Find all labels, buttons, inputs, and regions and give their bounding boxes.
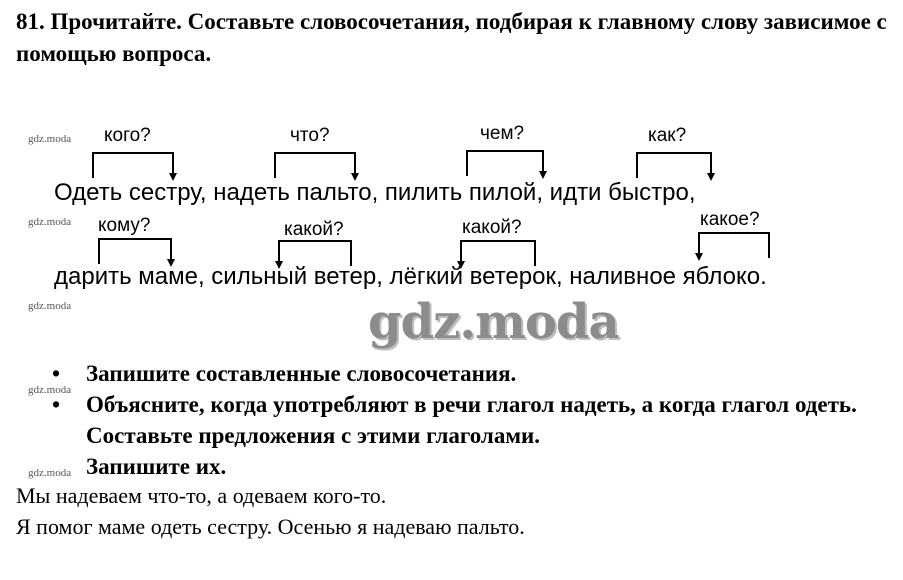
example-line: Одеть сестру, надеть пальто, пилить пилой, идти быстро, <box>54 179 696 206</box>
question-label: кого? <box>104 125 151 146</box>
task-title: 81. Прочитайте. Составьте словосочетания, подбирая к главному слову зависимое с помощью вопроса. <box>16 9 887 66</box>
question-label: какое? <box>700 209 760 230</box>
question-label: какой? <box>284 219 344 240</box>
watermark-small: gdz.moda <box>28 133 72 145</box>
watermark-logo: gdz.moda <box>368 294 619 350</box>
example-line: дарить маме, сильный ветер, лёгкий ветерок, наливное яблоко. <box>54 263 767 290</box>
arrow-icon <box>98 238 172 264</box>
task-item: • Объясните, когда употребляют в речи глагол надеть, а когда глагол одеть. Составьте предложения с этими глаголами. <box>50 389 870 451</box>
task-item: Запишите их. <box>86 454 227 479</box>
question-label: какой? <box>462 217 522 238</box>
task-list <box>50 358 870 482</box>
answer-line: Я помог маме одеть сестру. Осенью я надеваю пальто. <box>16 514 525 539</box>
question-label: что? <box>290 125 330 146</box>
arrow-icon <box>698 232 770 258</box>
arrow-icon <box>636 152 712 178</box>
watermark-small: gdz.moda <box>28 467 72 479</box>
question-label: чем? <box>480 123 525 144</box>
task-item: • Запишите составленные словосочетания. <box>50 358 870 389</box>
arrow-icon <box>466 150 544 176</box>
arrow-icon <box>274 152 356 178</box>
watermark-small: gdz.moda <box>28 216 72 228</box>
question-label: кому? <box>98 215 151 236</box>
arrow-icon <box>92 152 174 178</box>
answer-line: Мы надеваем что-то, а одеваем кого-то. <box>16 483 387 508</box>
watermark-small: gdz.moda <box>28 300 72 312</box>
question-label: как? <box>648 125 687 146</box>
watermark-small: gdz.moda <box>28 384 72 396</box>
